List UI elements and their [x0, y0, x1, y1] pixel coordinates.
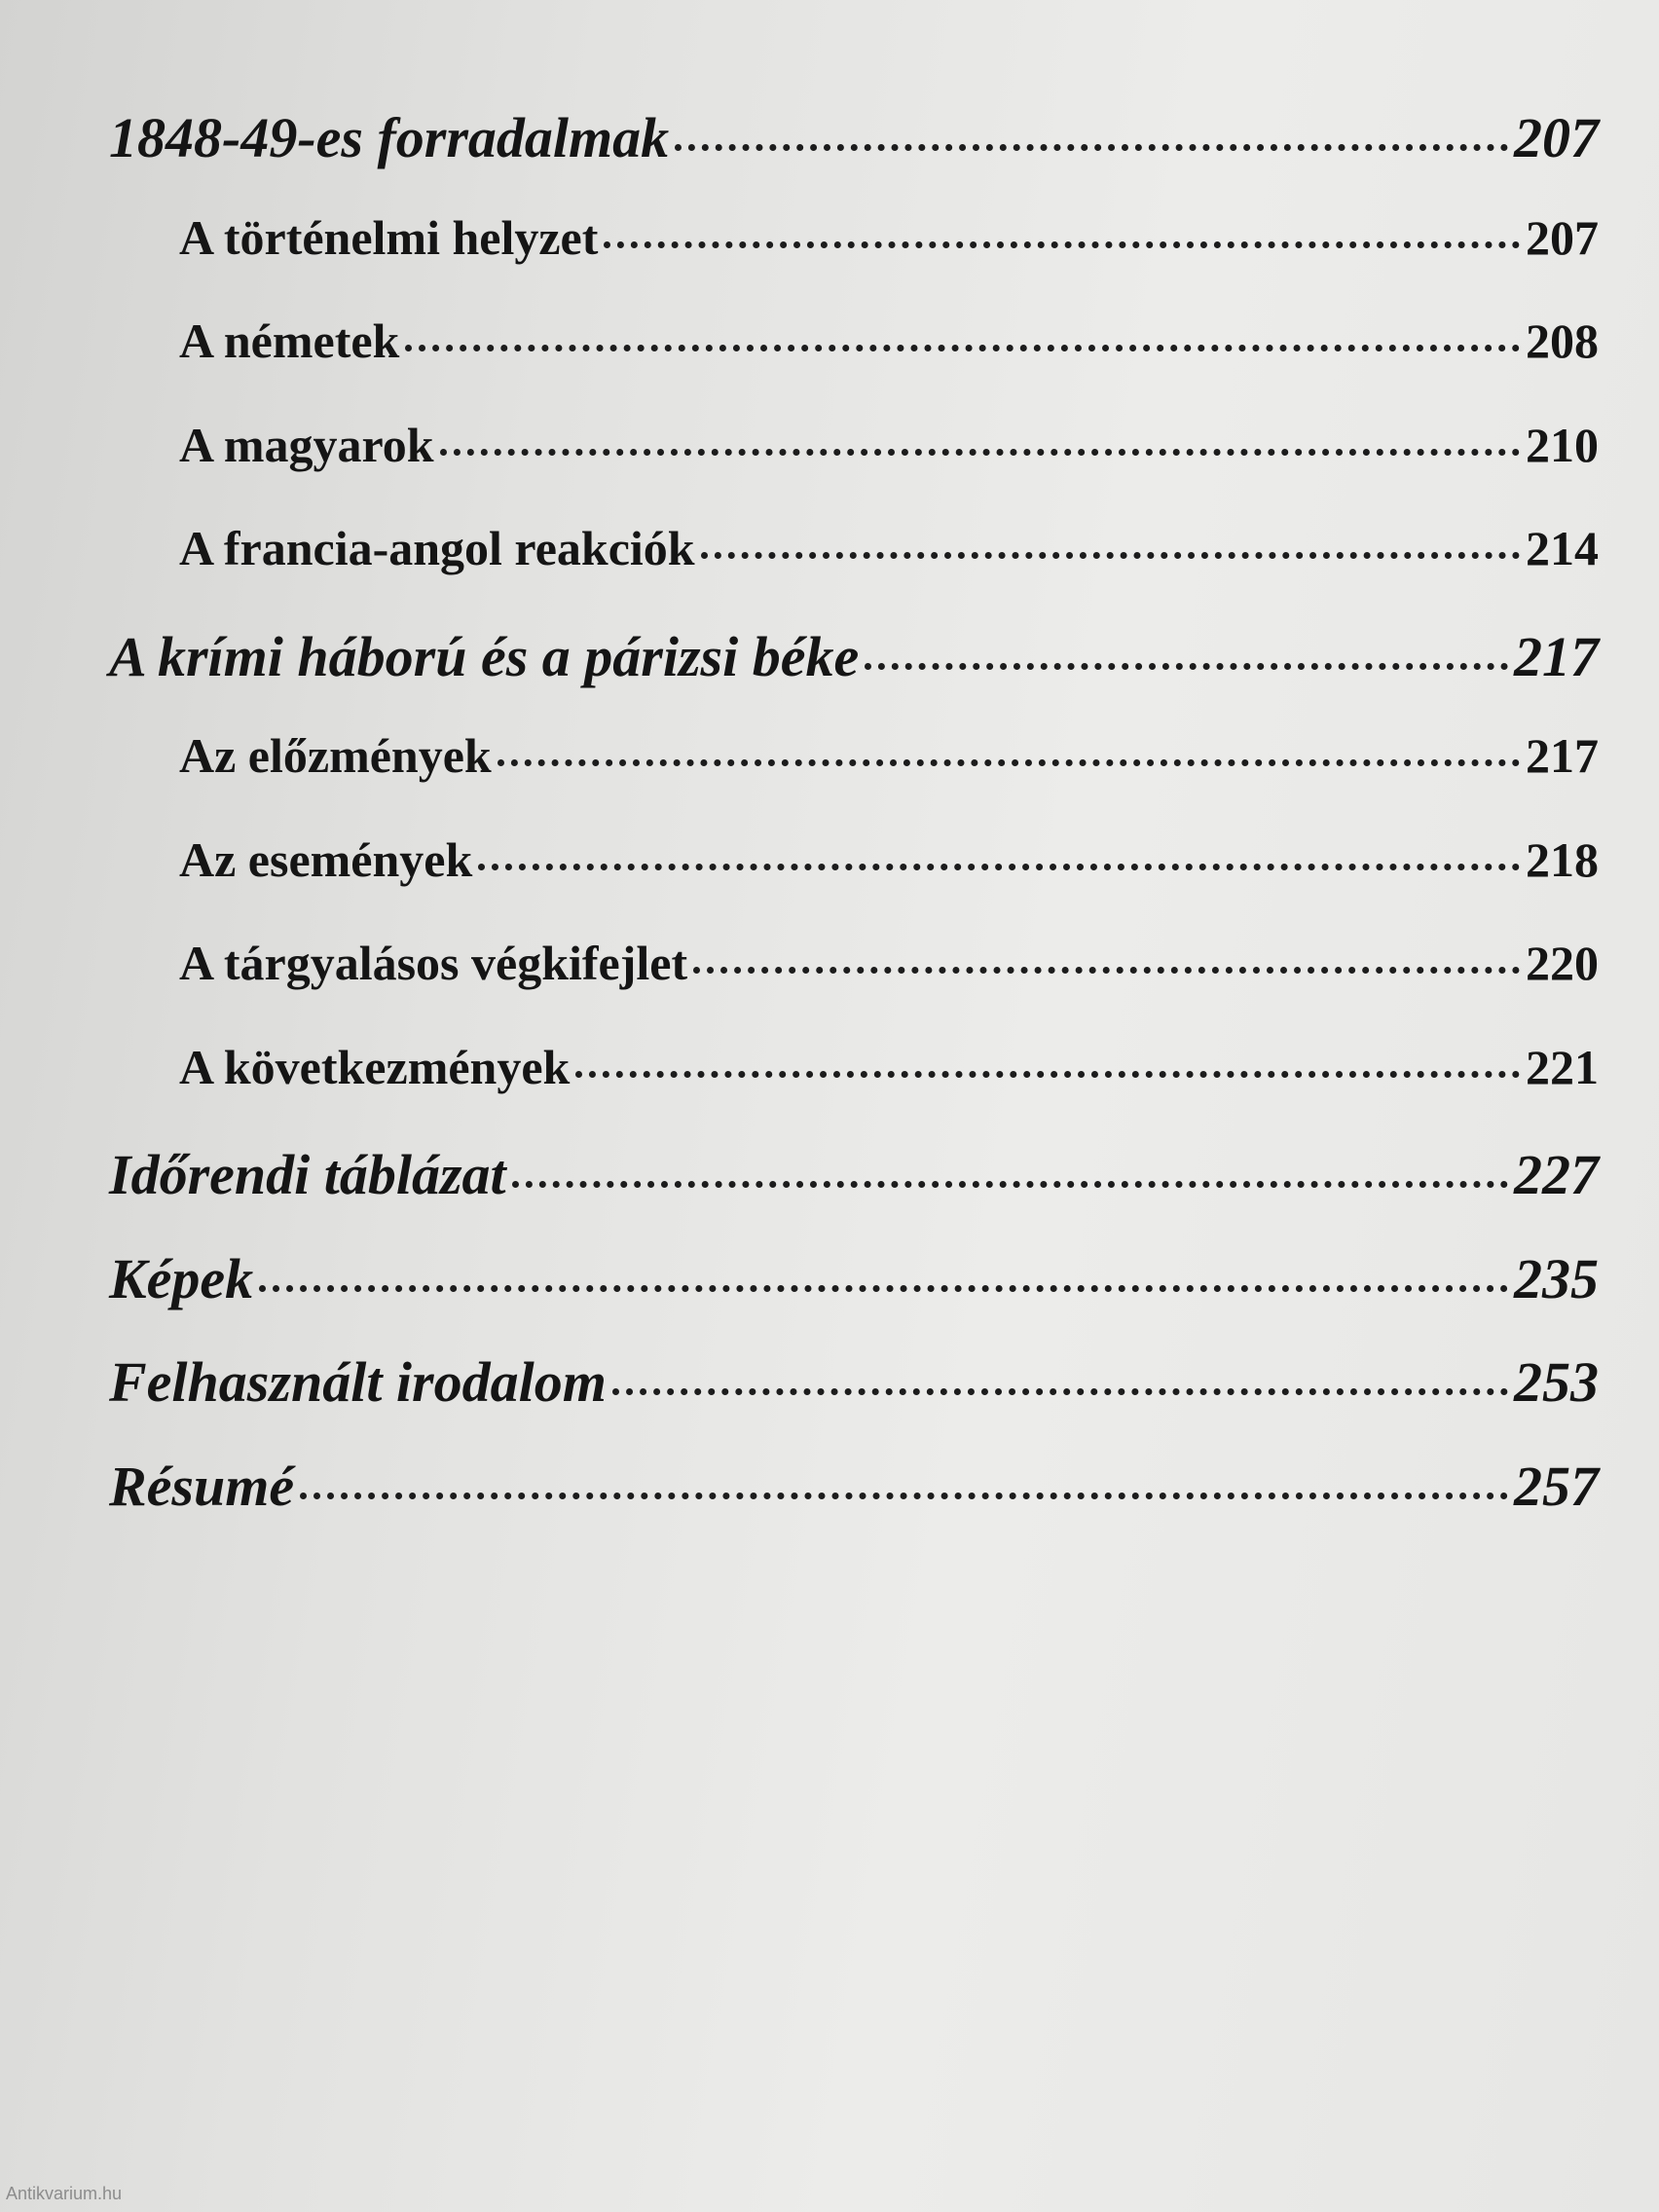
toc-entry-page-number: 218: [1526, 831, 1599, 887]
toc-entry-title: Az előzmények: [179, 728, 492, 783]
toc-entry-title: A németek: [179, 313, 400, 368]
dot-leader: [675, 144, 1508, 151]
toc-entry-page-number: 253: [1514, 1350, 1599, 1414]
toc-entry-title: A krími háború és a párizsi béke: [109, 624, 860, 688]
toc-entry-chapter: [109, 1454, 1599, 1558]
toc-entry-page-number: 214: [1526, 521, 1599, 575]
toc-entry-title: 1848-49-es forradalmak: [109, 106, 670, 169]
toc-entry-title: A történelmi helyzet: [179, 209, 599, 265]
toc-entry-title: Az események: [179, 831, 473, 887]
toc-entry-section: [109, 727, 1599, 831]
toc-entry-title: Résumé: [109, 1454, 295, 1518]
toc-entry-title: Felhasznált irodalom: [109, 1350, 607, 1414]
toc-entry-title: A következmények: [179, 1039, 571, 1094]
toc-entry-page-number: 210: [1526, 417, 1599, 472]
dot-leader: [440, 449, 1520, 456]
dot-leader: [498, 759, 1520, 766]
toc-entry-title: A tárgyalásos végkifejlet: [179, 936, 688, 990]
toc-entry-chapter: [109, 105, 1599, 209]
toc-entry-title: A francia-angol reakciók: [179, 521, 695, 575]
dot-leader: [575, 1071, 1520, 1078]
toc-entry-title: A magyarok: [179, 417, 434, 472]
toc-entry-page-number: 235: [1514, 1246, 1599, 1310]
toc-entry-title: Időrendi táblázat: [109, 1143, 506, 1206]
toc-entry-section: [109, 417, 1599, 521]
dot-leader: [701, 552, 1520, 559]
toc-entry-section: [109, 935, 1599, 1039]
dot-leader: [865, 663, 1508, 670]
toc-entry-page-number: 227: [1514, 1143, 1599, 1206]
toc-entry-page-number: 221: [1526, 1039, 1599, 1094]
toc-entry-section: [109, 313, 1599, 417]
dot-leader: [300, 1493, 1508, 1499]
dot-leader: [604, 241, 1520, 248]
table-of-contents: [109, 105, 1599, 1557]
dot-leader: [405, 345, 1520, 351]
dot-leader: [612, 1388, 1508, 1395]
toc-entry-section: [109, 1039, 1599, 1143]
toc-entry-page-number: 207: [1514, 106, 1599, 169]
toc-entry-page-number: 207: [1526, 209, 1599, 265]
dot-leader: [478, 864, 1520, 870]
dot-leader: [259, 1285, 1508, 1292]
toc-entry-chapter: [109, 1246, 1599, 1350]
toc-entry-section: [109, 209, 1599, 313]
toc-entry-section: [109, 520, 1599, 624]
watermark: Antikvarium.hu: [6, 2184, 123, 2203]
toc-entry-chapter: [109, 624, 1599, 728]
toc-entry-page-number: 257: [1514, 1454, 1599, 1518]
toc-entry-page-number: 220: [1526, 936, 1599, 990]
toc-entry-chapter: [109, 1142, 1599, 1246]
toc-entry-page-number: 217: [1514, 624, 1599, 688]
dot-leader: [693, 967, 1520, 974]
toc-entry-page-number: 217: [1526, 728, 1599, 783]
toc-entry-title: Képek: [109, 1246, 254, 1310]
dot-leader: [512, 1181, 1508, 1188]
toc-entry-chapter: [109, 1349, 1599, 1454]
toc-entry-page-number: 208: [1526, 313, 1599, 368]
toc-entry-section: [109, 831, 1599, 936]
